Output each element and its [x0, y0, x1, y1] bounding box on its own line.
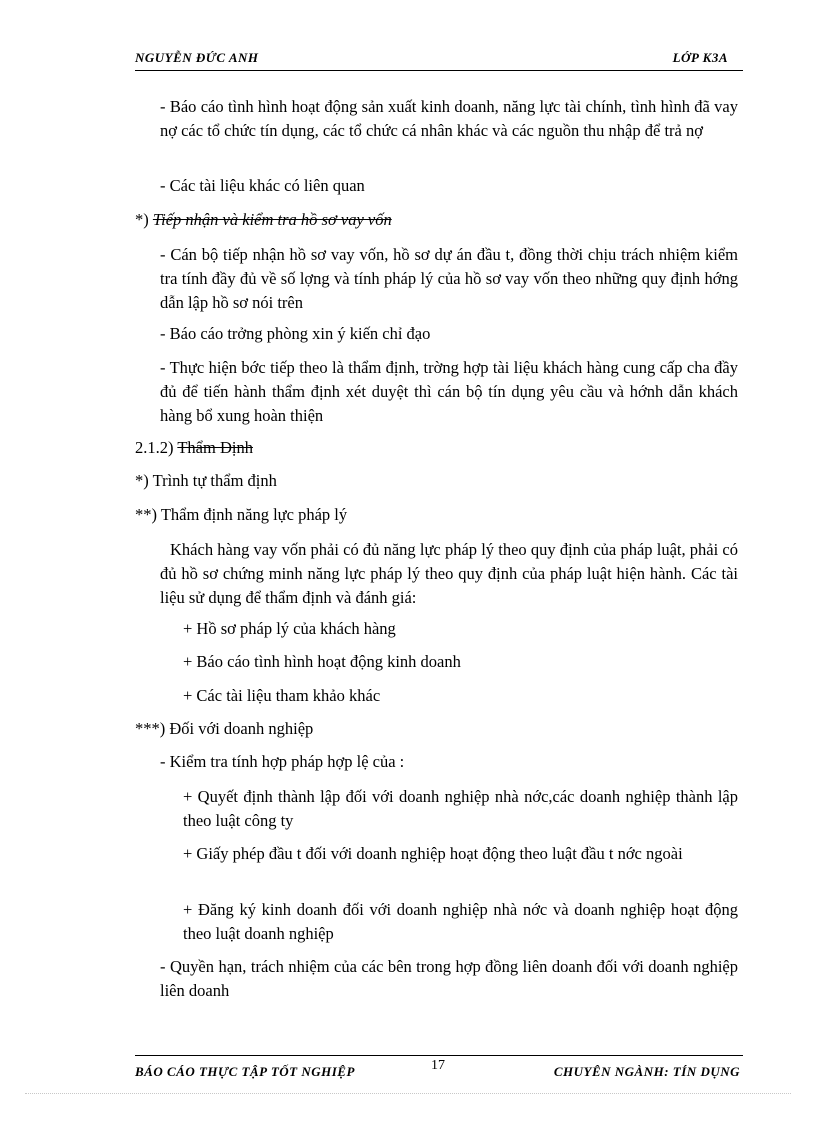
section-heading-receive-check: [135, 210, 735, 230]
footer-rule: [135, 1055, 743, 1056]
list-item-business-registration: + Đăng ký kinh doanh đối với doanh nghiệp nhà nớc và doanh nghiệp hoạt động theo luật doanh nghiệp: [183, 900, 738, 943]
list-item-reference-docs: + Các tài liệu tham khảo khác: [183, 686, 381, 705]
paragraph-report-manager: - Báo cáo trởng phòng xin ý kiến chỉ đạo: [160, 324, 431, 343]
paragraph-financial-report: - Báo cáo tình hình hoạt động sản xuất kinh doanh, năng lực tài chính, tình hình đã vay nợ các tổ chức tín dụng, các tổ chức cá nhân khác và các nguồn thu nhập để trả nợ: [160, 97, 738, 140]
section-heading-appraisal: [135, 438, 735, 458]
paragraph-customer-legal: Khách hàng vay vốn phải có đủ năng lực pháp lý theo quy định của pháp luật, phải có đủ hồ sơ chứng minh năng lực pháp lý theo quy định của pháp luật hiện hành. Các tài liệu sử dụng để thẩm định và đánh giá:: [160, 540, 738, 607]
header-class: LỚP K3A: [672, 50, 728, 65]
page-header: [135, 50, 740, 72]
list-item-establishment-decision: + Quyết định thành lập đối với doanh nghiệp nhà nớc,các doanh nghiệp thành lập theo luật công ty: [183, 787, 738, 830]
footer-report-title: BÁO CÁO THỰC TẬP TỐT NGHIỆP: [135, 1064, 355, 1079]
paragraph-joint-venture: - Quyền hạn, trách nhiệm của các bên trong hợp đồng liên doanh đối với doanh nghiệp liên doanh: [160, 957, 738, 1000]
paragraph-officer-receive: - Cán bộ tiếp nhận hồ sơ vay vốn, hồ sơ dự án đầu t, đồng thời chịu trách nhiệm kiểm tra tính đầy đủ về số lợng và tính pháp lý của hồ sơ vay vốn theo những quy định hớng dẫn lập hồ sơ nói trên: [160, 245, 738, 312]
heading-title: Thẩm Định: [177, 438, 253, 457]
paragraph-next-step: - Thực hiện bớc tiếp theo là thẩm định, trờng hợp tài liệu khách hàng cung cấp cha đầy đủ để tiến hành thẩm định xét duyệt thì cán bộ tín dụng yêu cầu và hớnh dẫn khách hàng bổ xung hoàn thiện: [160, 358, 738, 425]
page-number: 17: [431, 1058, 445, 1073]
paragraph-enterprise: ***) Đối với doanh nghiệp: [135, 719, 314, 738]
footer-major: CHUYÊN NGÀNH: TÍN DỤNG: [553, 1064, 740, 1079]
paragraph-check-legality: - Kiểm tra tính hợp pháp hợp lệ của :: [160, 752, 405, 771]
list-item-business-report: + Báo cáo tình hình hoạt động kinh doanh: [183, 652, 461, 671]
heading-title: Tiếp nhận và kiểm tra hồ sơ vay vốn: [152, 210, 392, 229]
header-author: NGUYỄN ĐỨC ANH: [135, 50, 259, 65]
list-item-investment-license: + Giấy phép đầu t đối với doanh nghiệp hoạt động theo luật đầu t nớc ngoài: [183, 844, 683, 863]
heading-prefix: *): [135, 210, 153, 229]
header-rule: [135, 70, 743, 71]
heading-number: 2.1.2): [135, 438, 178, 457]
paragraph-other-docs: - Các tài liệu khác có liên quan: [160, 176, 365, 195]
paragraph-appraisal-order: *) Trình tự thẩm định: [135, 471, 277, 490]
paragraph-legal-capacity: **) Thẩm định năng lực pháp lý: [135, 505, 348, 524]
list-item-legal-dossier: + Hồ sơ pháp lý của khách hàng: [183, 619, 396, 638]
page-edge-divider: [25, 1093, 791, 1094]
page-footer: [135, 1058, 740, 1080]
